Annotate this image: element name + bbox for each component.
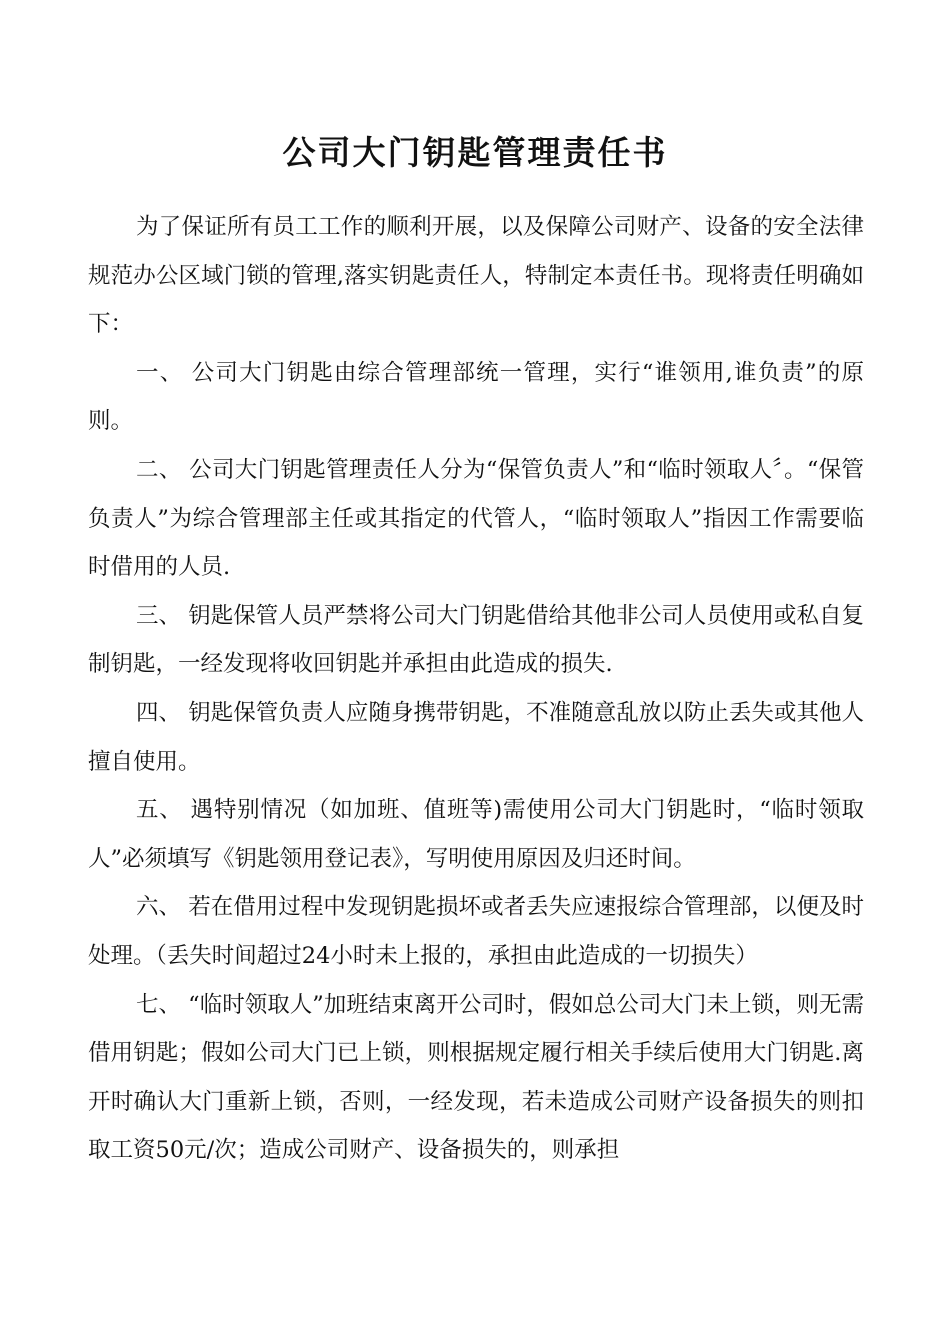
document-body [88,203,864,1175]
clause-4-paragraph: 四、 钥匙保管负责人应随身携带钥匙，不准随意乱放以防止丢失或其他人擅自使用。 [88,699,864,775]
intro-paragraph: 为了保证所有员工工作的顺利开展，以及保障公司财产、设备的安全法律规范办公区域门锁的管理,落实钥匙责任人，特制定本责任书。现将责任明确如下： [88,214,864,338]
clause-3-paragraph: 三、 钥匙保管人员严禁将公司大门钥匙借给其他非公司人员使用或私自复制钥匙，一经发现将收回钥匙并承担由此造成的损失. [88,602,864,678]
clause-6-paragraph: 六、 若在借用过程中发现钥匙损坏或者丢失应速报综合管理部，以便及时处理。（丢失时间超过24小时未上报的，承担由此造成的一切损失） [88,894,864,969]
document-title: 公司大门钥匙管理责任书 [282,133,668,172]
clause-1-paragraph: 一、 公司大门钥匙由综合管理部统一管理，实行“谁领用,谁负责”的原则。 [88,359,864,435]
clause-5-paragraph: 五、 遇特别情况（如加班、值班等)需使用公司大门钥匙时，“临时领取人”必须填写《钥匙领用登记表》，写明使用原因及归还时间。 [88,797,864,872]
clause-7-paragraph: 七、 “临时领取人”加班结束离开公司时，假如总公司大门未上锁，则无需借用钥匙；假如公司大门已上锁，则根据规定履行相关手续后使用大门钥匙.离开时确认大门重新上锁，否则，一经发现，若未造成公司财产设备损失的则扣取工资50元/次；造成公司财产、设备损失的，则承担 [88,991,864,1164]
clause-2-paragraph: 二、 公司大门钥匙管理责任人分为“保管负责人”和“临时领取人〞。“保管负责人”为综合管理部主任或其指定的代管人，“临时领取人”指因工作需要临时借用的人员. [88,456,864,581]
